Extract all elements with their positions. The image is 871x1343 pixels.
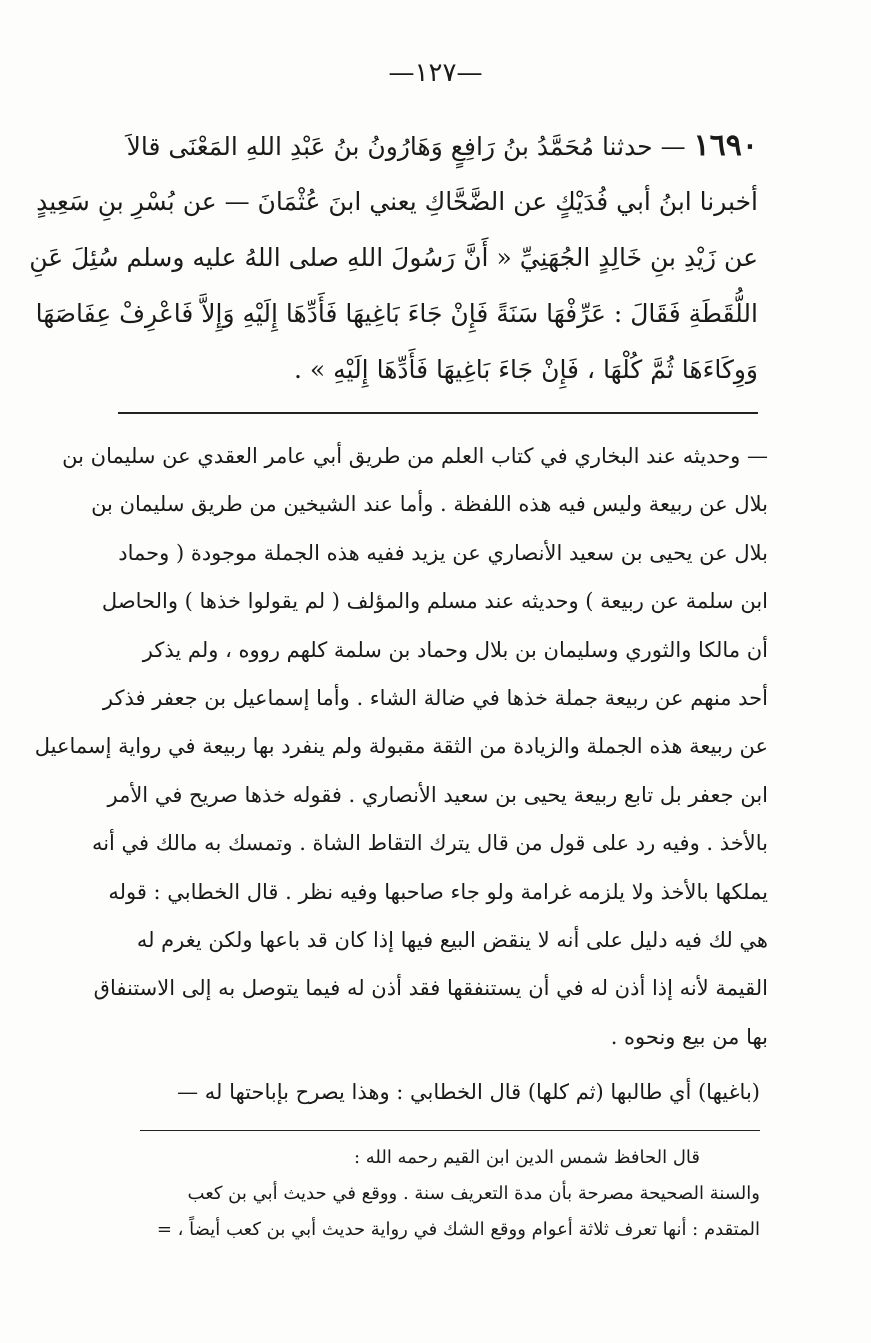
page-number: —١٢٧— [388,58,483,88]
commentary-line: ابن جعفر بل تابع ربيعة يحيى بن سعيد الأنصاري . فقوله خذها صريح في الأمر [107,782,768,807]
gloss-note: (باغيها) أي طالبها (ثم كلها) قال الخطابي : وهذا يصرح بإباحتها له — [177,1080,760,1104]
commentary-line: بلال عن يحيى بن سعيد الأنصاري عن يزيد ففيه هذه الجملة موجودة ( وحماد [118,540,768,565]
commentary-line: — وحديثه عند البخاري في كتاب العلم من طريق أبي عامر العقدي عن سليمان بن [62,444,768,468]
commentary-line: بالأخذ . وفيه رد على قول من قال يترك التقاط الشاة . وتمسك به مالك في أنه [91,831,768,856]
commentary-line: عن ربيعة هذه الجملة والزيادة من الثقة مقبولة ولم ينفرد بها ربيعة في رواية إسماعيل [34,734,768,759]
commentary-line: أن مالكا والثوري وسليمان بن بلال وحماد بن سلمة كلهم رووه ، ولم يذكر [142,637,768,662]
commentary-line: القيمة لأنه إذا أذن له في أن يستنفقها فقد أذن له فيما يتوصل به إلى الاستنفاق [93,976,768,1001]
hadith-line: عن زَيْدِ بنِ خَالِدٍ الجُهَنِيِّ « أَنَّ رَسُولَ اللهِ صلى اللهُ عليه وسلم سُئِلَ عَنِ [29,243,758,272]
footnote-line: والسنة الصحيحة مصرحة بأن مدة التعريف سنة . ووقع في حديث أبي بن كعب [187,1183,760,1204]
commentary-line: ابن سلمة عن ربيعة ) وحديثه عند مسلم والمؤلف ( لم يقولوا خذها ) والحاصل [101,589,768,614]
hadith-line: اللُّقَطَةِ فَقَالَ : عَرِّفْهَا سَنَةً فَإِنْ جَاءَ بَاغِيهَا فَأَدِّهَا إِلَيْهِ وَإِلاَّ فَاعْرِفْ عِفَاصَهَا [35,299,758,328]
commentary-line: هي لك فيه دليل على أنه لا ينقض البيع فيها إذا كان قد باعها ولكن يغرم له [136,927,768,952]
commentary-text [34,432,768,1061]
footnote-heading: قال الحافظ شمس الدين ابن القيم رحمه الله : [353,1147,700,1168]
separator-rule [118,412,758,414]
commentary-line: بها من بيع ونحوه . [610,1024,768,1049]
footnote-text [120,1140,760,1248]
commentary-line: بلال عن ربيعة وليس فيه هذه اللفظة . وأما عند الشيخين من طريق سليمان بن [91,492,768,517]
hadith-number: ١٦٩٠ [693,128,758,163]
hadith-line: وَوِكَاءَهَا ثُمَّ كُلْهَا ، فَإِنْ جَاءَ بَاغِيهَا فَأَدِّهَا إِلَيْهِ » . [293,355,758,384]
commentary-line: يملكها بالأخذ ولا يلزمه غرامة ولو جاء صاحبها وفيه نظر . قال الخطابي : قوله [108,879,768,904]
footnote-rule [140,1130,760,1131]
hadith-line [118,118,758,174]
hadith-line: أخبرنا ابنُ أبي فُدَيْكٍ عن الضَّحَّاكِ يعني ابنَ عُثْمَانَ — عن بُسْرِ بنِ سَعِيدٍ [36,187,758,216]
hadith-text [29,118,758,398]
hadith-line-text: — حدثنا مُحَمَّدُ بنُ رَافِعٍ وَهَارُونُ بنُ عَبْدِ اللهِ المَعْنَى قالاَ [126,132,686,161]
commentary-line: أحد منهم عن ربيعة جملة خذها في ضالة الشاء . وأما إسماعيل بن جعفر فذكر [102,685,768,710]
footnote-line: المتقدم : أنها تعرف ثلاثة أعوام ووقع الشك في رواية حديث أبي بن كعب أيضاً ، = [156,1219,760,1240]
